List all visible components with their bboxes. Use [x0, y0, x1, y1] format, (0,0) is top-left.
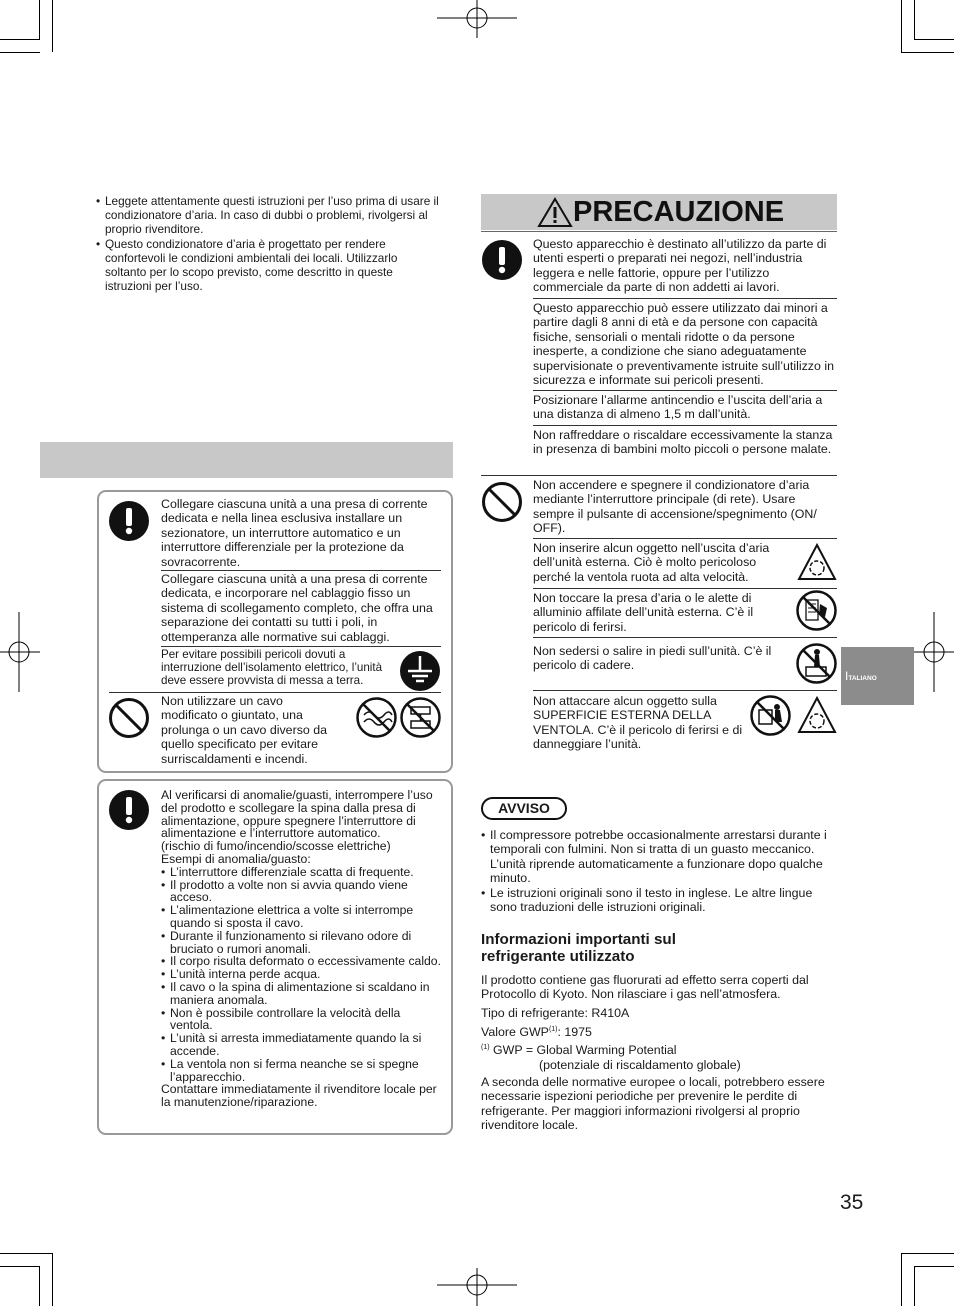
precauzione-row4: Non raffreddare o riscaldare eccessivamente la stanza in presenza di bambini molto piccoli o persone malate. — [533, 428, 833, 457]
divider — [481, 475, 837, 476]
list-item: • Il prodotto a volte non si avvia quando viene acceso. — [161, 879, 443, 905]
footnote-line1: GWP = Global Warming Potential — [493, 1043, 677, 1058]
no-extension-cable-icon — [400, 697, 441, 738]
prohibition-icon — [108, 697, 150, 739]
refrigerant-type: Tipo di refrigerante: R410A — [481, 1006, 630, 1020]
no-spliced-cable-icon — [356, 697, 397, 738]
box2-examples — [161, 866, 443, 1084]
list-item: • Il cavo o la spina di alimentazione si scaldano in maniera anomala. — [161, 981, 443, 1007]
intro-bullet: • Questo condizionatore d’aria è progettato per rendere confortevoli le condizioni ambientali dei locali. Utilizzarlo soltanto per lo scopo previsto, come descritto in queste istruzioni per l’uso. — [96, 237, 441, 294]
avviso-badge: AVVISO — [481, 797, 567, 820]
registration-mark-right — [914, 612, 954, 692]
avviso-bullet: • Il compressore potrebbe occasionalmente arrestarsi durante i temporali con fulmini. Non si tratta di un guasto meccanico. L’unità riprende automaticamente a funzionare dopo qualche minuto. — [481, 828, 837, 886]
box2-examples-label: Esempi di anomalia/guasto: — [161, 851, 311, 866]
intro-bullets — [96, 194, 441, 293]
avviso-bullet: • Le istruzioni originali sono il testo in inglese. Le altre lingue sono traduzioni delle istruzioni originali. — [481, 886, 837, 915]
list-item: • La ventola non si ferma neanche se si spegne l’apparecchio. — [161, 1058, 443, 1084]
divider — [533, 298, 837, 299]
refrigerant-gwp — [481, 1023, 837, 1040]
warning-triangle-icon — [537, 197, 573, 228]
divider — [533, 390, 837, 391]
refrigerant-heading — [481, 932, 837, 965]
prohibition-icon — [481, 481, 523, 523]
box2-content — [161, 789, 443, 1109]
refrigerant-para1: Il prodotto contiene gas fluorurati ad effetto serra coperti dal Protocollo di Kyoto. Non rilasciare i gas nell’atmosfera. — [481, 973, 809, 1002]
gwp-label: Valore GWP — [481, 1025, 549, 1040]
fan-hazard-triangle-icon — [796, 695, 838, 735]
gwp-sup: (1) — [548, 1026, 558, 1033]
registration-mark-top — [437, 0, 517, 40]
language-initial: I — [845, 669, 849, 683]
divider — [533, 637, 837, 638]
precauzione-row9: Non attaccare alcun oggetto sulla SUPERFICIE ESTERNA DELLA VENTOLA. C’è il pericolo di ferirsi e di danneggiare l’unità. — [533, 694, 743, 752]
gwp-value: : 1975 — [557, 1025, 592, 1040]
list-item: • Non è possibile controllare la velocità della ventola. — [161, 1007, 443, 1033]
precauzione-row7: Non toccare la presa d’aria o le alette di alluminio affilate dell’unità esterna. C’è il pericolo di ferirsi. — [533, 591, 754, 634]
ground-earth-icon — [399, 650, 441, 692]
precauzione-row3: Posizionare l’allarme antincendio e l’uscita dell’aria a una distanza di almeno 1,5 m dall’unità. — [533, 393, 823, 422]
page-number: 35 — [840, 1191, 864, 1214]
precauzione-row2: Questo apparecchio può essere utilizzato dai minori a partire dagli 8 anni di età e da persone con capacità fisiche, sensoriali o mentali ridotte o da persone inesperte, a condizione che siano adeguatamente supervisionate o preventivamente istruite sull’utilizzo in sicurezza e informate sui pericoli presenti. — [533, 301, 834, 388]
precauzione-row8: Non sedersi o salire in piedi sull’unità. C’è il pericolo di cadere. — [533, 644, 772, 673]
divider — [161, 570, 441, 571]
registration-mark-bottom — [437, 1266, 517, 1306]
divider — [533, 425, 837, 426]
box1-row2: Collegare ciascuna unità a una presa di corrente dedicata, e incorporare nel cablaggio fisso un sistema di scollegamento completo, che offra una separazione dei contatti su tutti i poli, in ottemperanza alle normative sui cablaggi. — [161, 572, 433, 644]
box1-row4: Non utilizzare un cavo modificato o giuntato, una prolunga o un cavo diverso da quello specificato per evitare surriscaldamenti e incendi. — [161, 694, 328, 766]
list-item: • L’interruttore differenziale scatta di frequente. — [161, 866, 443, 879]
list-item: • Il corpo risulta deformato o eccessivamente caldo. — [161, 955, 443, 968]
no-attach-object-icon — [750, 695, 791, 736]
no-touch-fins-icon — [796, 590, 837, 631]
mandatory-exclamation-icon — [108, 789, 150, 831]
mandatory-exclamation-icon — [108, 500, 150, 542]
refrigerant-heading-line1: Informazioni importanti sul — [481, 931, 676, 948]
precauzione-row1: Questo apparecchio è destinato all’utilizzo da parte di utenti esperti o preparati nei negozi, nell’industria leggera e nelle fattorie, oppure per l’utilizzo commerciale da parte di non addetti ai lavori. — [533, 237, 827, 295]
mandatory-exclamation-icon — [481, 239, 523, 281]
avviso-bullets — [481, 828, 837, 914]
registration-mark-left — [0, 612, 40, 692]
fan-hazard-triangle-icon — [796, 542, 838, 582]
precauzione-row5: Non accendere e spegnere il condizionatore d’aria mediante l’interruttore principale (di rete). Usare sempre il pulsante di accensione/spegnimento (ON/ OFF). — [533, 478, 817, 536]
box2-outro: Contattare immediatamente il rivenditore locale per la manutenzione/riparazione. — [161, 1082, 437, 1110]
precauzione-row6: Non inserire alcun oggetto nell’uscita d’aria dell’unità esterna. Ciò è molto pericoloso perché la ventola ruota ad alta velocità. — [533, 541, 770, 584]
list-item: • L’unità interna perde acqua. — [161, 968, 443, 981]
box2-risk: (rischio di fumo/incendio/scosse elettriche) — [161, 839, 391, 854]
precauzione-header — [481, 194, 837, 230]
intro-bullet: • Leggete attentamente questi istruzioni per l’uso prima di usare il condizionatore d’aria. In caso di dubbi o problemi, rivolgersi al proprio rivenditore. — [96, 194, 441, 237]
box1-row1: Collegare ciascuna unità a una presa di corrente dedicata e nella linea esclusiva installare un sezionatore, un interruttore automatico e un interruttore differenziale per la protezione da sovracorrente. — [161, 497, 428, 569]
divider — [109, 692, 441, 693]
refrigerant-footnote — [481, 1041, 837, 1072]
list-item: • L’alimentazione elettrica a volte si interrompe quando si sposta il cavo. — [161, 904, 443, 930]
divider — [533, 690, 837, 691]
divider — [533, 538, 837, 539]
section-banner — [40, 442, 453, 478]
refrigerant-para2: A seconda delle normative europee o locali, potrebbero essere necessarie ispezioni periodiche per prevenire le perdite di refrigerante. Per maggiori informazioni rivolgersi al proprio rivenditore locale. — [481, 1075, 825, 1133]
footnote-mark: (1) — [481, 1044, 490, 1051]
list-item: • L’unità si arresta immediatamente quando la si accende. — [161, 1032, 443, 1058]
language-tab-label — [845, 669, 877, 683]
footnote-line2: (potenziale di riscaldamento globale) — [539, 1057, 741, 1072]
box2-intro: Al verificarsi di anomalie/guasti, interrompere l’uso del prodotto e scollegare la spina dalla presa di alimentazione, oppure spegnere l’interruttore di alimentazione e l’interruttore automatico. — [161, 788, 433, 841]
divider — [481, 231, 837, 232]
divider — [161, 646, 441, 647]
refrigerant-heading-line2: refrigerante utilizzato — [481, 947, 635, 965]
no-climbing-icon — [796, 643, 837, 684]
box1-row3: Per evitare possibili pericoli dovuti a interruzione dell’isolamento elettrico, l’unità deve essere provvista di messa a terra. — [161, 648, 383, 687]
precauzione-title: PRECAUZIONE — [573, 196, 785, 228]
language-rest: TALIANO — [848, 675, 877, 682]
language-tab — [841, 647, 914, 705]
list-item: • Durante il funzionamento si rilevano odore di bruciato o rumori anomali. — [161, 930, 443, 956]
divider — [533, 588, 837, 589]
